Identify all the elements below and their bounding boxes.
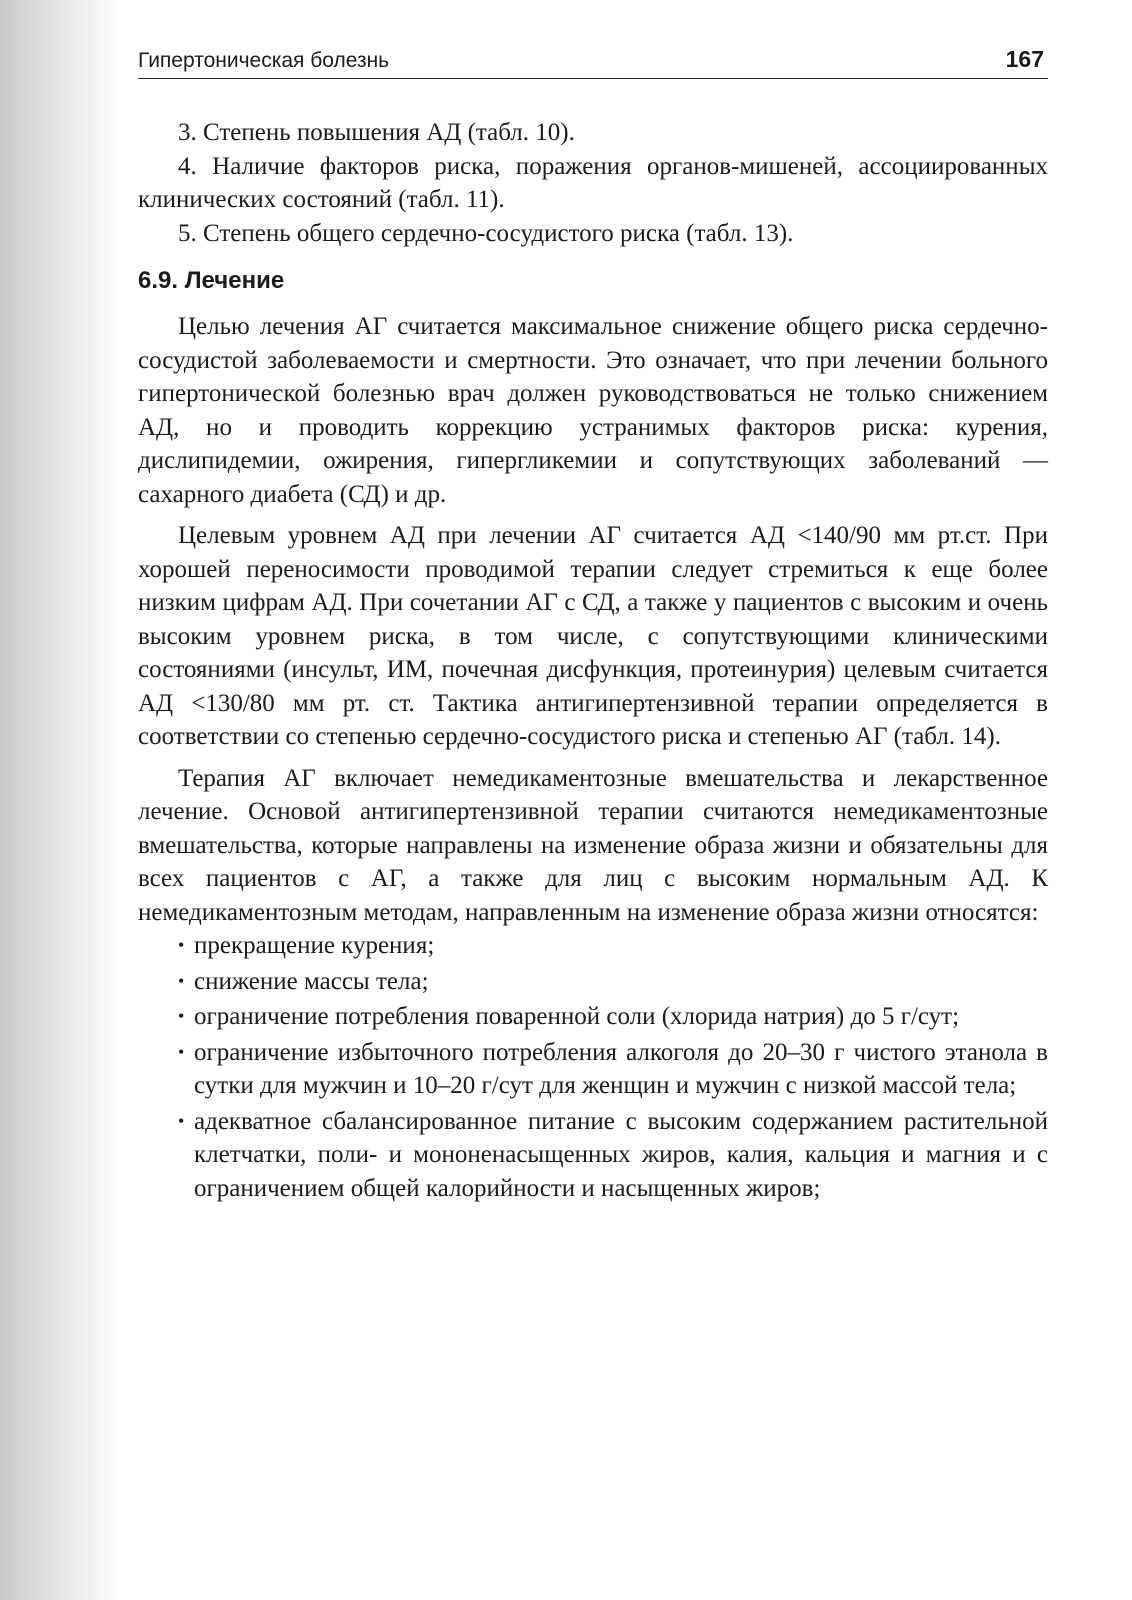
book-page (138, 0, 1048, 1600)
page-spine-shadow (0, 0, 120, 1600)
bullet-icon: • (178, 935, 185, 955)
list-item-text: снижение массы тела; (194, 967, 429, 995)
bullet-icon: • (178, 1110, 185, 1131)
running-header (138, 46, 1048, 79)
section-heading: 6.9. Лечение (138, 267, 285, 294)
page-number: 167 (1005, 46, 1044, 72)
body-text (138, 116, 1048, 1207)
list-item (178, 965, 1048, 999)
list-item-5: 5. Степень общего сердечно-сосудистого риска (табл. 13). (178, 219, 794, 247)
bullet-icon: • (178, 1041, 185, 1062)
paragraph-target-level: Целевым уровнем АД при лечении АГ считается АД <140/90 мм рт.ст. При хорошей переносимости проводимой терапии следует стремиться к еще более низким цифрам АД. При сочетании АГ с СД, а также у пациентов с высоким и очень высоким уровнем риска, в том числе, с сопутствующими клиническими состояниями (инсульт, ИМ, почечная дисфункция, протеинурия) целевым считается АД <130/80 мм рт. ст. Тактика антигипертензивной терапии определяется в соответствии со степенью сердечно-сосудистого риска и степенью АГ (табл. 14). (138, 522, 1048, 750)
nonpharm-measures-list (138, 929, 1048, 1205)
bullet-icon: • (178, 970, 185, 991)
list-item-text: ограничение избыточного потребления алкоголя до 20–30 г чистого этанола в сутки для мужчин и 10–20 г/сут для женщин и мужчин с низкой массой тела; (194, 1038, 1048, 1099)
paragraph-goal: Целью лечения АГ считается максимальное снижение общего риска сердечно-сосудистой заболеваемости и смертности. Это означает, что при лечении больного гипертонической болезнью врач должен руководствоваться не только снижением АД, но и проводить коррекцию устранимых факторов риска: курения, дислипидемии, ожирения, гипергликемии и сопутствующих заболеваний — сахарного диабета (СД) и др. (138, 313, 1048, 508)
list-item (178, 929, 1048, 963)
list-item-text: адекватное сбалансированное питание с высоким содержанием растительной клетчатки, поли- и мононенасыщенных жиров, калия, кальция и магния и с ограничением общей калорийности и насыщенных жиров; (194, 1107, 1048, 1202)
list-item-text: прекращение курения; (194, 932, 435, 959)
list-item-text: ограничение потребления поваренной соли (хлорида натрия) до 5 г/сут; (194, 1003, 960, 1030)
running-header-title: Гипертоническая болезнь (138, 49, 390, 72)
list-item-4: 4. Наличие факторов риска, поражения органов-мишеней, ассоциированных клинических состояний (табл. 11). (138, 152, 1048, 213)
bullet-icon: • (178, 1006, 185, 1026)
list-item (178, 1036, 1048, 1103)
list-item (178, 1105, 1048, 1206)
paragraph-therapy: Терапия АГ включает немедикаментозные вмешательства и лекарственное лечение. Основой антигипертензивной терапии считаются немедикаментозные вмешательства, которые направлены на изменение образа жизни и обязательны для всех пациентов с АГ, а также для лиц с высоким нормальным АД. К немедикаментозным методам, направленным на изменение образа жизни относятся: (138, 764, 1048, 926)
list-item-3: 3. Степень повышения АД (табл. 10). (178, 119, 575, 146)
list-item (178, 1000, 1048, 1034)
